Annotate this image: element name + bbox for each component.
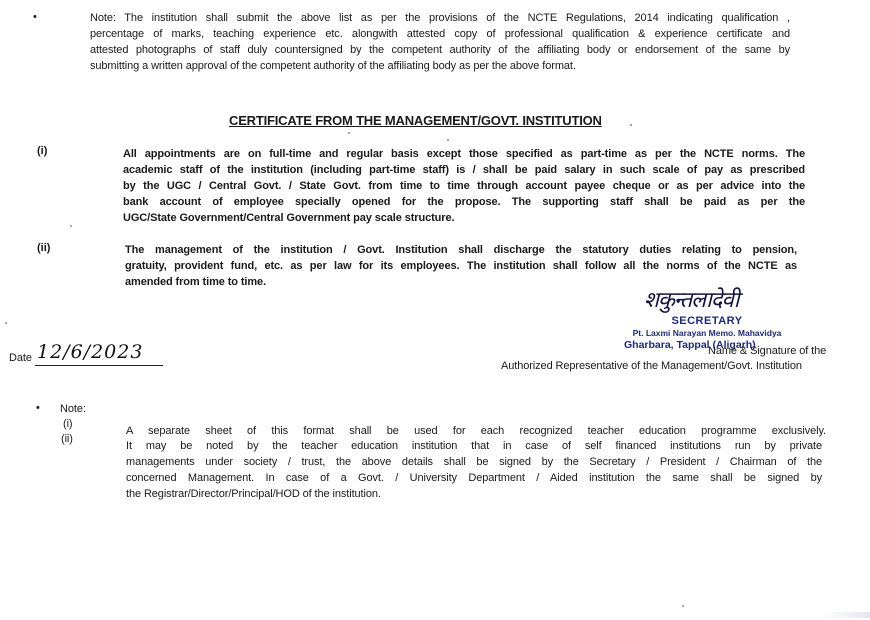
signature-caption-2: Authorized Representative of the Management/Govt. Institution [501,360,802,372]
stamp-title: SECRETARY [671,315,743,327]
note-line: the Registrar/Director/Principal/HOD of the institution. [126,488,381,500]
scan-speck [70,225,72,227]
item-line: gratuity, provident fund, etc. as per law for its employees. The institution shall follow all the norms of the NCTE as [125,260,797,272]
note-line: It may be noted by the teacher education institution that in case of self financed institutions run by private [126,440,822,452]
top-note-line: percentage of marks, teaching experience etc. alongwith attested copy of professional qualification & experience certificate and [90,28,790,40]
stamp-institution: Pt. Laxmi Narayan Memo. Mahavidya [632,328,782,338]
scan-speck [447,139,449,141]
note-line: managements under society / trust, the above details shall be signed by the Secretary / President / Chairman of the [126,456,822,468]
item-line: UGC/State Government/Central Government pay scale structure. [123,212,455,224]
date-value: 12/6/2023 [37,341,144,363]
certificate-item-ii [125,242,797,290]
note-line: concerned Management. In case of a Govt. / University Department / Aided institution the same shall be signed by [126,472,822,484]
item-label-i: (i) [37,145,48,157]
top-note [90,10,790,74]
stamp-address: Gharbara, Tappal (Aligarh) [624,339,756,351]
scan-speck [630,124,632,126]
bottom-note-label-i: (i) [63,418,73,430]
signature-caption-1: Name & Signature of the [708,345,827,357]
date-label: Date [9,352,32,364]
top-note-bullet: • [33,11,37,23]
bottom-note-heading: Note: [60,403,86,415]
bottom-note-label-ii: (ii) [61,433,73,445]
item-line: academic staff of the institution (including part-time staff) is / shall be paid salary in such scale of pay as prescribed [123,164,805,176]
top-note-line: submitting a written approval of the competent authority of the affiliating body as per the above format. [90,60,576,72]
certificate-title: CERTIFICATE FROM THE MANAGEMENT/GOVT. INSTITUTION [229,113,602,128]
scan-speck [5,322,7,324]
item-line: amended from time to time. [125,276,267,288]
bottom-note-item-i [126,423,826,439]
top-note-line: Note: The institution shall submit the above list as per the provisions of the NCTE Regulations, 2014 indicating qualification , [90,12,790,24]
item-line: by the UGC / Central Govt. / State Govt. from time to time through account payee cheque or as per advice into the [123,180,805,192]
top-note-line: attested photographs of staff duly countersigned by the competent authority of the affiliating body or endorsement of the same by [90,44,790,56]
item-line: bank account of employee specially opened for the propose. The supporting staff shall be paid as per the [123,196,805,208]
item-line: All appointments are on full-time and regular basis except those specified as part-time as per the NCTE norms. The [123,148,805,160]
date-field [35,341,163,366]
scan-speck [348,132,350,134]
item-line: The management of the institution / Govt. Institution shall discharge the statutory duties relating to pension, [125,244,797,256]
bottom-note-item-ii [126,438,822,502]
scan-smudge [820,612,870,618]
item-label-ii: (ii) [37,242,51,254]
bottom-note-bullet: • [36,402,40,414]
handwritten-signature: शकुन्तलादेवी [644,288,739,313]
note-line: A separate sheet of this format shall be used for each recognized teacher education programme exclusively. [126,425,826,437]
scan-speck [682,605,684,607]
certificate-item-i [123,146,805,226]
